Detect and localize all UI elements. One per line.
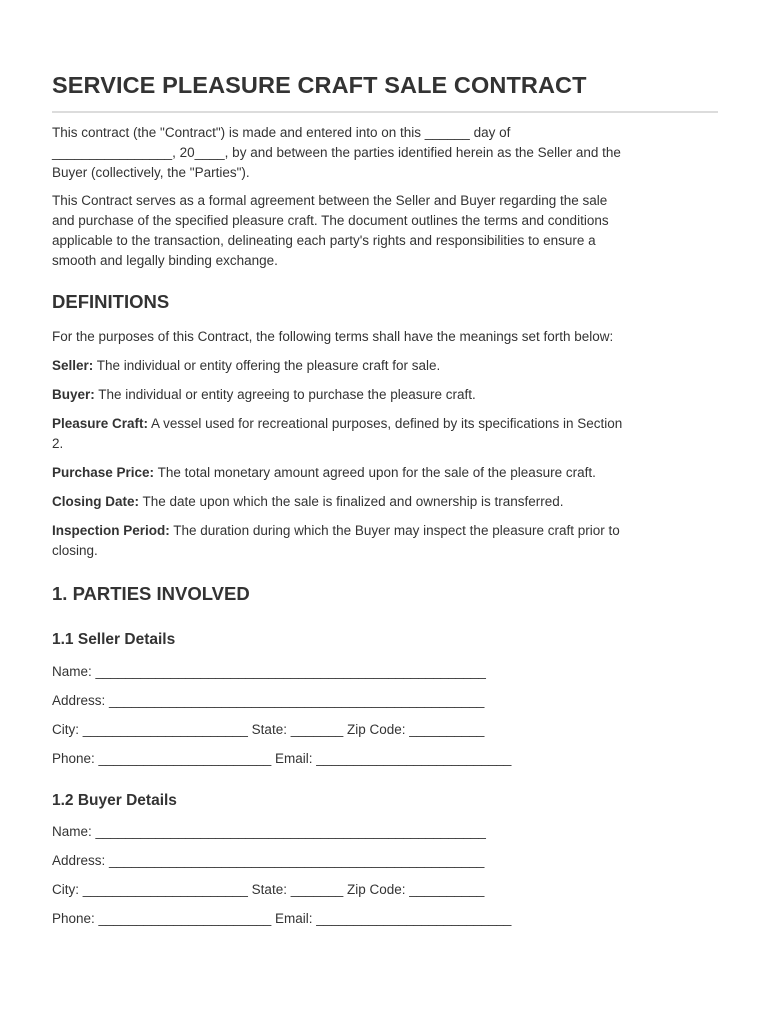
parties-heading: 1. PARTIES INVOLVED [52,583,250,604]
intro-line: ________________, 20____, by and between the parties identified herein as the Seller and the [52,145,621,160]
title-divider [52,111,718,113]
definition-text-continued: closing. [52,543,98,558]
seller-details-heading: 1.1 Seller Details [52,631,176,648]
intro-line: applicable to the transaction, delineating each party's rights and responsibilities to ensure a [52,233,596,248]
intro-line: and purchase of the specified pleasure craft. The document outlines the terms and conditions [52,213,609,228]
definition-term: Buyer: [52,387,95,402]
definition-term: Inspection Period: [52,523,170,538]
definition-buyer [52,385,718,405]
seller-name-field[interactable]: Name: ____________________________________________________ [52,664,486,679]
definition-purchase-price [52,463,718,483]
definition-text: The duration during which the Buyer may inspect the pleasure craft prior to [169,523,620,538]
intro-line: smooth and legally binding exchange. [52,253,278,268]
definition-term: Pleasure Craft: [52,416,149,431]
definition-term: Purchase Price: [52,465,155,480]
definitions-heading: DEFINITIONS [52,291,170,312]
seller-city-state-zip-field[interactable]: City: ______________________ State: _______ Zip Code: __________ [52,722,485,737]
intro-paragraph-2 [52,191,718,271]
page-title: SERVICE PLEASURE CRAFT SALE CONTRACT [52,72,587,98]
definition-text: A vessel used for recreational purposes, defined by its specifications in Section [148,416,623,431]
intro-paragraph-1 [52,123,718,183]
definition-text: The total monetary amount agreed upon for the sale of the pleasure craft. [154,465,596,480]
seller-address-field[interactable]: Address: __________________________________________________ [52,693,485,708]
buyer-city-state-zip-field[interactable]: City: ______________________ State: _______ Zip Code: __________ [52,882,485,897]
definition-text: The date upon which the sale is finalized and ownership is transferred. [139,494,564,509]
seller-phone-email-field[interactable]: Phone: _______________________ Email: __________________________ [52,751,512,766]
buyer-name-field[interactable]: Name: ____________________________________________________ [52,824,486,839]
definition-seller [52,356,718,376]
definitions-lead: For the purposes of this Contract, the following terms shall have the meanings set forth below: [52,329,614,344]
definition-text: The individual or entity offering the pleasure craft for sale. [93,358,441,373]
definition-term: Seller: [52,358,94,373]
intro-line: This Contract serves as a formal agreement between the Seller and Buyer regarding the sale [52,193,608,208]
definition-text: The individual or entity agreeing to purchase the pleasure craft. [94,387,476,402]
buyer-address-field[interactable]: Address: __________________________________________________ [52,853,485,868]
buyer-phone-email-field[interactable]: Phone: _______________________ Email: __________________________ [52,911,512,926]
definition-inspection-period [52,521,718,561]
intro-line: Buyer (collectively, the "Parties"). [52,165,250,180]
definition-text-continued: 2. [52,436,64,451]
definition-pleasure-craft [52,414,718,454]
definition-closing-date [52,492,718,512]
buyer-details-heading: 1.2 Buyer Details [52,792,177,809]
intro-line: This contract (the "Contract") is made and entered into on this ______ day of [52,125,511,140]
definition-term: Closing Date: [52,494,140,509]
